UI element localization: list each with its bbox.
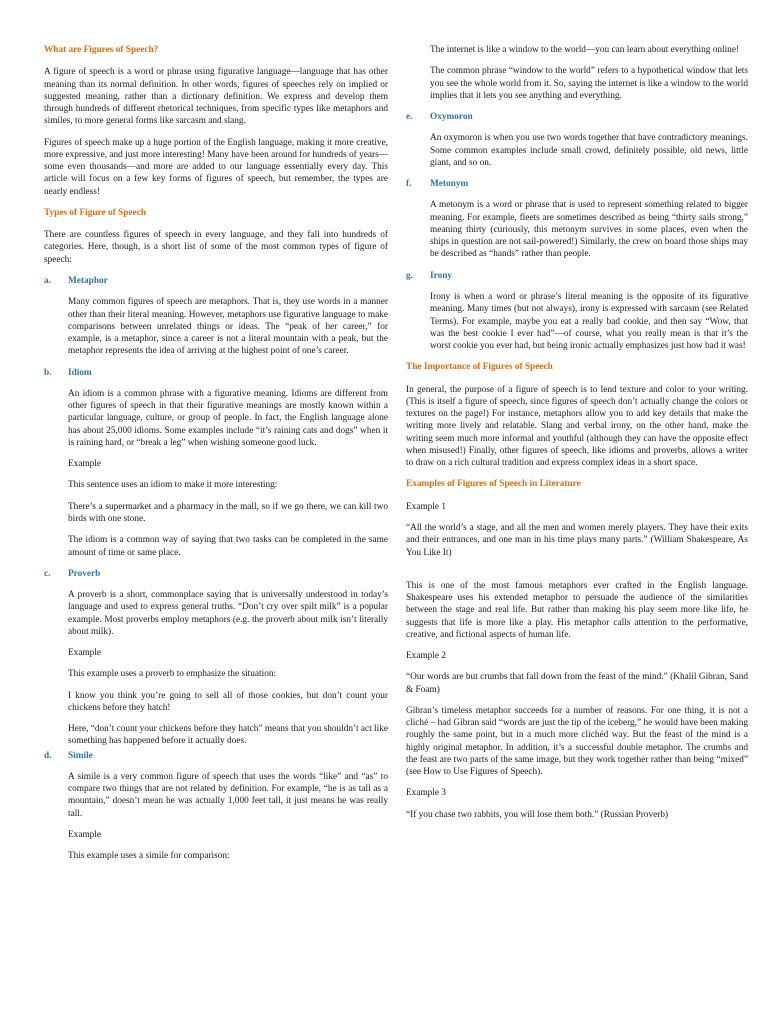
paragraph: I know you think you’re going to sell all of those cookies, but don’t count your chickens before they hatch!: [68, 690, 388, 713]
subheading-text: Metonym: [430, 179, 469, 190]
paragraph: This example uses a proverb to emphasize the situation:: [68, 669, 277, 680]
subheading-text: Proverb: [68, 568, 101, 579]
paragraph: This is one of the most famous metaphors ever crafted in the English language. Shakespeare uses his extended metaphor to persuade the audience of the similarities between the stage and real life. But rather than making his play seem more like life, he suggests that life is more like a play. His metaphor calls attention to the performative, creative, and fictional aspects of human life.: [406, 580, 748, 640]
example-label: Example 2: [406, 651, 447, 662]
list-marker: f.: [406, 179, 412, 190]
paragraph: Many common figures of speech are metaphors. That is, they use words in a manner other than their literal meaning. However, metaphors use figurative language to make comparisons between unrelated things or ideas. The “peak of her career,” for example, is a metaphor, since a career is not a literal mountain with a peak, but the metaphor represents the idea of arriving at the highest point of one’s career.: [68, 297, 388, 357]
paragraph: Gibran’s timeless metaphor succeeds for a number of reasons. For one thing, it is not a cliché – had Gibran said “words are just the tip of the iceberg,” he would have been making roughly the same point, but in a much more clichéd way. But the feast of the mind is a highly original metaphor. In addition, it’s a successful double metaphor. The crumbs and the feast are two parts of the same image, but they work together rather than being “mixed” (see How to Use Figures of Speech).: [406, 705, 748, 778]
heading-types: Types of Figure of Speech: [44, 207, 146, 218]
paragraph: There’s a supermarket and a pharmacy in the mall, so if we go there, we can kill two birds with one stone.: [68, 501, 388, 524]
paragraph: A simile is a very common figure of speech that uses the words “like” and “as” to compare two things that are not related by definition. For example, “he is as tall as a mountain,” doesn’t mean he was actually 1,000 feet tall, it just means he was really tall.: [68, 771, 388, 819]
paragraph: This example uses a simile for comparison:: [68, 851, 230, 862]
spacer: [406, 568, 748, 580]
subheading-idiom: [44, 367, 388, 379]
quote: “If you chase two rabbits, you will lose them both.” (Russian Proverb): [406, 809, 669, 820]
paragraph: Figures of speech make up a huge portion of the English language, making it more creative, more expressive, and just more interesting! Many have been around for hundreds of years—some even thousands—and more are added to our language essentially every day. This article will focus on a few key forms of figures of speech, but remember, the types are nearly endless!: [44, 137, 388, 197]
paragraph: Irony is when a word or phrase’s literal meaning is the opposite of its figurative meaning. Many times (but not always), irony is expressed with sarcasm (see Related Terms). For example, maybe you eat a really bad cookie, and then say “Wow, that was the best cookie I ever had”—of course, what you really mean is that it’s the worst cookie you ever had, but being ironic actually emphasizes just how bad it was!: [430, 291, 748, 352]
subheading-text: Oxymoron: [430, 112, 473, 123]
list-marker: g.: [406, 270, 413, 281]
paragraph: A proverb is a short, commonplace saying that is universally understood in today’s language and used to express general truths. “Don’t cry over spilt milk” is a popular example. Most proverbs employ metaphors (e.g. the proverb about milk isn’t literally about milk).: [68, 590, 388, 637]
heading-examples-literature: Examples of Figures of Speech in Literature: [406, 479, 581, 490]
paragraph: An idiom is a common phrase with a figurative meaning. Idioms are different from other figures of speech in that their figurative meanings are mostly known within a particular language, culture, or group of people. In fact, the English language alone has about 25,000 idioms. Some examples include “it’s raining cats and dogs” when it is raining hard, or “break a leg” when wishing someone good luck.: [68, 388, 388, 448]
paragraph: In general, the purpose of a figure of speech is to lend texture and color to your writing. (This is itself a figure of speech, since figures of speech don’t actually change the colors or textures on the page!) For instance, metaphors allow you to add key details that make the writing more lively and relatable. Slang and verbal irony, on the other hand, make the writing seem much more informal and youthful (although they can have the opposite effect when misused!) Finally, other figures of speech, like idioms and proverbs, allows a writer to draw on a rich cultural tradition and express complex ideas in a short space.: [406, 384, 748, 469]
paragraph: This sentence uses an idiom to make it more interesting:: [68, 480, 278, 491]
list-marker: c.: [44, 568, 51, 579]
example-label: Example 1: [406, 501, 447, 512]
left-column: [44, 44, 388, 872]
subheading-metaphor: [44, 275, 388, 287]
paragraph: The idiom is a common way of saying that two tasks can be completed in the same amount of time or same place.: [68, 535, 388, 558]
subheading-text: Simile: [68, 750, 93, 761]
subheading-simile: [44, 750, 388, 762]
subheading-text: Irony: [430, 270, 453, 281]
right-column: [406, 44, 748, 830]
list-marker: a.: [44, 275, 51, 286]
paragraph: There are countless figures of speech in every language, and they fall into hundreds of categories. Here, though, is a short list of some of the most common types of figure of speech:: [44, 230, 388, 265]
paragraph: Here, “don’t count your chickens before they hatch” means that you shouldn’t act like something has happened before it actually does.: [68, 724, 388, 747]
example-label: Example: [68, 648, 102, 659]
paragraph: A metonym is a word or phrase that is used to represent something related to bigger meaning. For example, fleets are sometimes described as being “thirty sails strong,” meaning thirty (curiously, this metonym survives in some places, even when the ships in question are not sail-powered!) Similarly, the crew on board those ships may be described as “hands” rather than people.: [430, 200, 748, 260]
subheading-oxymoron: [406, 111, 748, 123]
subheading-irony: [406, 270, 748, 282]
heading-what-are-figures: What are Figures of Speech?: [44, 45, 159, 55]
paragraph: A figure of speech is a word or phrase using figurative language—language that has other meaning than its normal definition. In other words, figures of speeches rely on implied or suggested meaning, rather than a dictionary definition. We express and develop them through hundreds of different rhetorical techniques, from specific types like metaphors and similes, to more general forms like sarcasm and slang.: [44, 67, 388, 127]
quote: “All the world’s a stage, and all the men and women merely players. They have their exits and their entrances, and one man in his time plays many parts.” (William Shakespeare, As You Like It): [406, 522, 748, 558]
subheading-text: Idiom: [68, 367, 92, 378]
paragraph: An oxymoron is when you use two words together that have contradictory meanings. Some common examples include small crowd, definitely possible, old news, little giant, and so on.: [430, 133, 748, 168]
subheading-metonym: [406, 178, 748, 190]
list-marker: e.: [406, 112, 413, 123]
list-marker: b.: [44, 367, 52, 378]
example-label: Example: [68, 459, 102, 470]
paragraph: The common phrase “window to the world” refers to a hypothetical window that lets you see the whole world from it. So, saying the internet is like a window to the world implies that it lets you see anything and everything.: [430, 66, 748, 101]
subheading-proverb: [44, 568, 388, 580]
paragraph: The internet is like a window to the world—you can learn about everything online!: [430, 45, 740, 55]
example-label: Example: [68, 830, 102, 841]
list-marker: d.: [44, 750, 52, 761]
quote: “Our words are but crumbs that fall down from the feast of the mind.” (Khalil Gibran, Sand & Foam): [406, 672, 748, 695]
heading-importance: The Importance of Figures of Speech: [406, 362, 553, 373]
example-label: Example 3: [406, 788, 447, 799]
subheading-text: Metaphor: [68, 275, 108, 286]
